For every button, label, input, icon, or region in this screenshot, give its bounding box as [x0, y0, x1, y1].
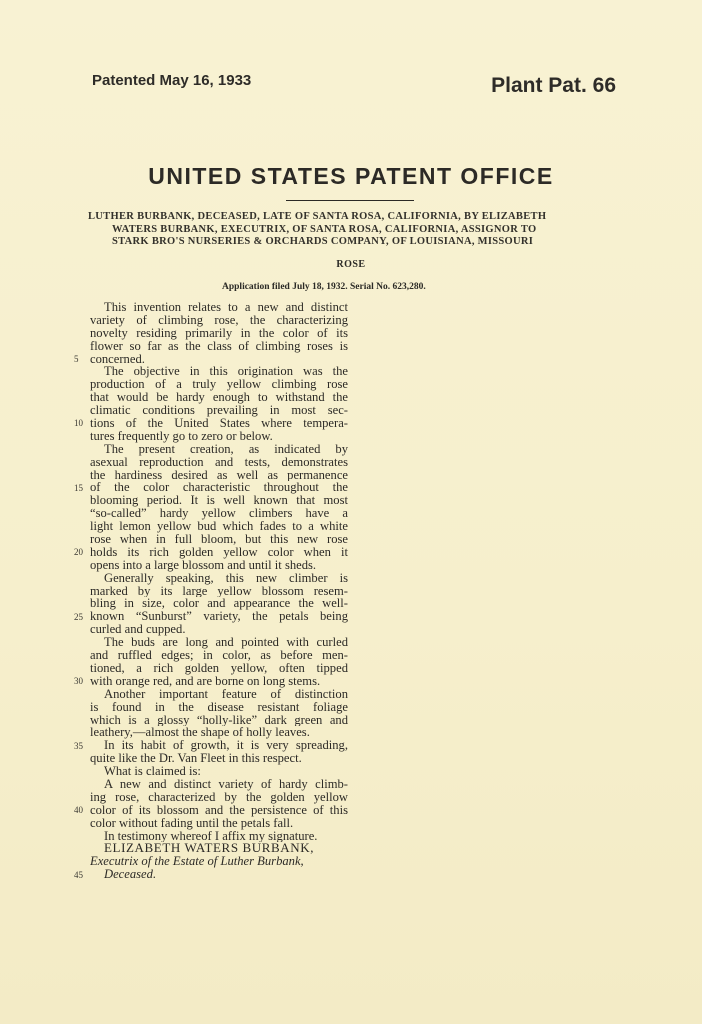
text-line: blooming period. It is well known that most	[90, 494, 348, 508]
text-line: bling in size, color and appearance the well-	[90, 597, 348, 611]
text-line: tures frequently go to zero or below.	[90, 429, 273, 443]
text-line: In its habit of growth, it is very spreading,	[104, 739, 348, 753]
parties-line: WATERS BURBANK, EXECUTRIX, OF SANTA ROSA, CALIFORNIA, ASSIGNOR TO	[112, 223, 537, 235]
text-line: Another important feature of distinction	[104, 687, 348, 701]
office-title: UNITED STATES PATENT OFFICE	[148, 163, 554, 189]
text-line: The present creation, as indicated by	[104, 442, 348, 456]
text-line: that would be hardy enough to withstand the	[90, 391, 348, 405]
line-number: 15	[74, 482, 83, 493]
text-line: of the color characteristic throughout the	[90, 481, 348, 495]
text-line: Executrix of the Estate of Luther Burbank,	[90, 855, 304, 869]
text-line: holds its rich golden yellow color when it	[90, 545, 348, 559]
parties-line: STARK BRO'S NURSERIES & ORCHARDS COMPANY, OF LOUISIANA, MISSOURI	[112, 236, 534, 247]
line-number: 20	[74, 547, 83, 558]
text-line: Generally speaking, this new climber is	[104, 571, 348, 585]
text-line: novelty residing primarily in the color of its	[90, 326, 348, 340]
text-line: What is claimed is:	[104, 765, 201, 778]
text-line: “so-called” hardy yellow climbers have a	[90, 507, 348, 521]
plant-patent-number: Plant Pat. 66	[491, 74, 616, 97]
text-line: The buds are long and pointed with curled	[104, 636, 348, 650]
text-line: flower so far as the class of climbing roses is	[90, 339, 348, 353]
text-line: In testimony whereof I affix my signature.	[104, 829, 318, 843]
line-number: 35	[74, 740, 83, 751]
text-line: concerned.	[90, 352, 145, 366]
line-number: 30	[74, 676, 83, 687]
specification-text	[90, 301, 348, 881]
application-filed: Application filed July 18, 1932. Serial No. 623,280.	[222, 282, 426, 292]
text-line: opens into a large blossom and until it sheds.	[90, 558, 317, 572]
patent-title: ROSE	[336, 259, 366, 270]
line-number: 5	[74, 353, 79, 364]
text-line: This invention relates to a new and distinct	[104, 301, 348, 314]
text-line: tions of the United States where tempera-	[90, 417, 348, 430]
text-line: climatic conditions prevailing in most sec-	[90, 404, 348, 418]
title-rule	[286, 200, 414, 201]
text-line: tioned, a rich golden yellow, often tipped	[90, 661, 348, 675]
line-number: 10	[74, 418, 83, 429]
text-line: quite like the Dr. Van Fleet in this respect.	[90, 752, 302, 766]
text-line: The objective in this origination was the	[104, 365, 348, 379]
parties-block	[88, 211, 618, 249]
text-line: leathery,—almost the shape of holly leaves.	[90, 726, 310, 740]
text-line: ing rose, characterized by the golden yellow	[90, 790, 348, 804]
text-line: color without fading until the petals fall.	[90, 816, 294, 830]
text-line: and ruffled edges; in color, as before men-	[90, 649, 348, 662]
text-line: with orange red, and are borne on long stems.	[90, 674, 321, 688]
parties-line: LUTHER BURBANK, DECEASED, LATE OF SANTA ROSA, CALIFORNIA, BY ELIZABETH	[88, 211, 547, 222]
text-line: light lemon yellow bud which fades to a white	[90, 520, 348, 534]
patented-date: Patented May 16, 1933	[92, 72, 252, 89]
text-line: marked by its large yellow blossom resem-	[90, 584, 348, 598]
text-line: known “Sunburst” variety, the petals being	[90, 610, 348, 624]
text-line: production of a truly yellow climbing rose	[90, 378, 348, 392]
text-line: A new and distinct variety of hardy climb-	[104, 777, 348, 791]
text-line: curled and cupped.	[90, 623, 186, 637]
line-number: 25	[74, 611, 83, 622]
text-line: color of its blossom and the persistence of this	[90, 803, 348, 817]
text-line: the hardiness desired as well as permanence	[90, 468, 348, 482]
text-line: ELIZABETH WATERS BURBANK,	[104, 842, 315, 856]
text-line: which is a glossy “holly-like” dark green and	[90, 713, 348, 727]
text-line: asexual reproduction and tests, demonstrates	[90, 455, 348, 469]
text-line: Deceased.	[104, 868, 157, 882]
text-line: rose when in full bloom, but this new rose	[90, 533, 348, 546]
line-number: 45	[74, 869, 83, 880]
text-line: is found in the disease resistant foliage	[90, 700, 348, 714]
text-line: variety of climbing rose, the characterizing	[90, 313, 348, 327]
line-number: 40	[74, 805, 83, 816]
